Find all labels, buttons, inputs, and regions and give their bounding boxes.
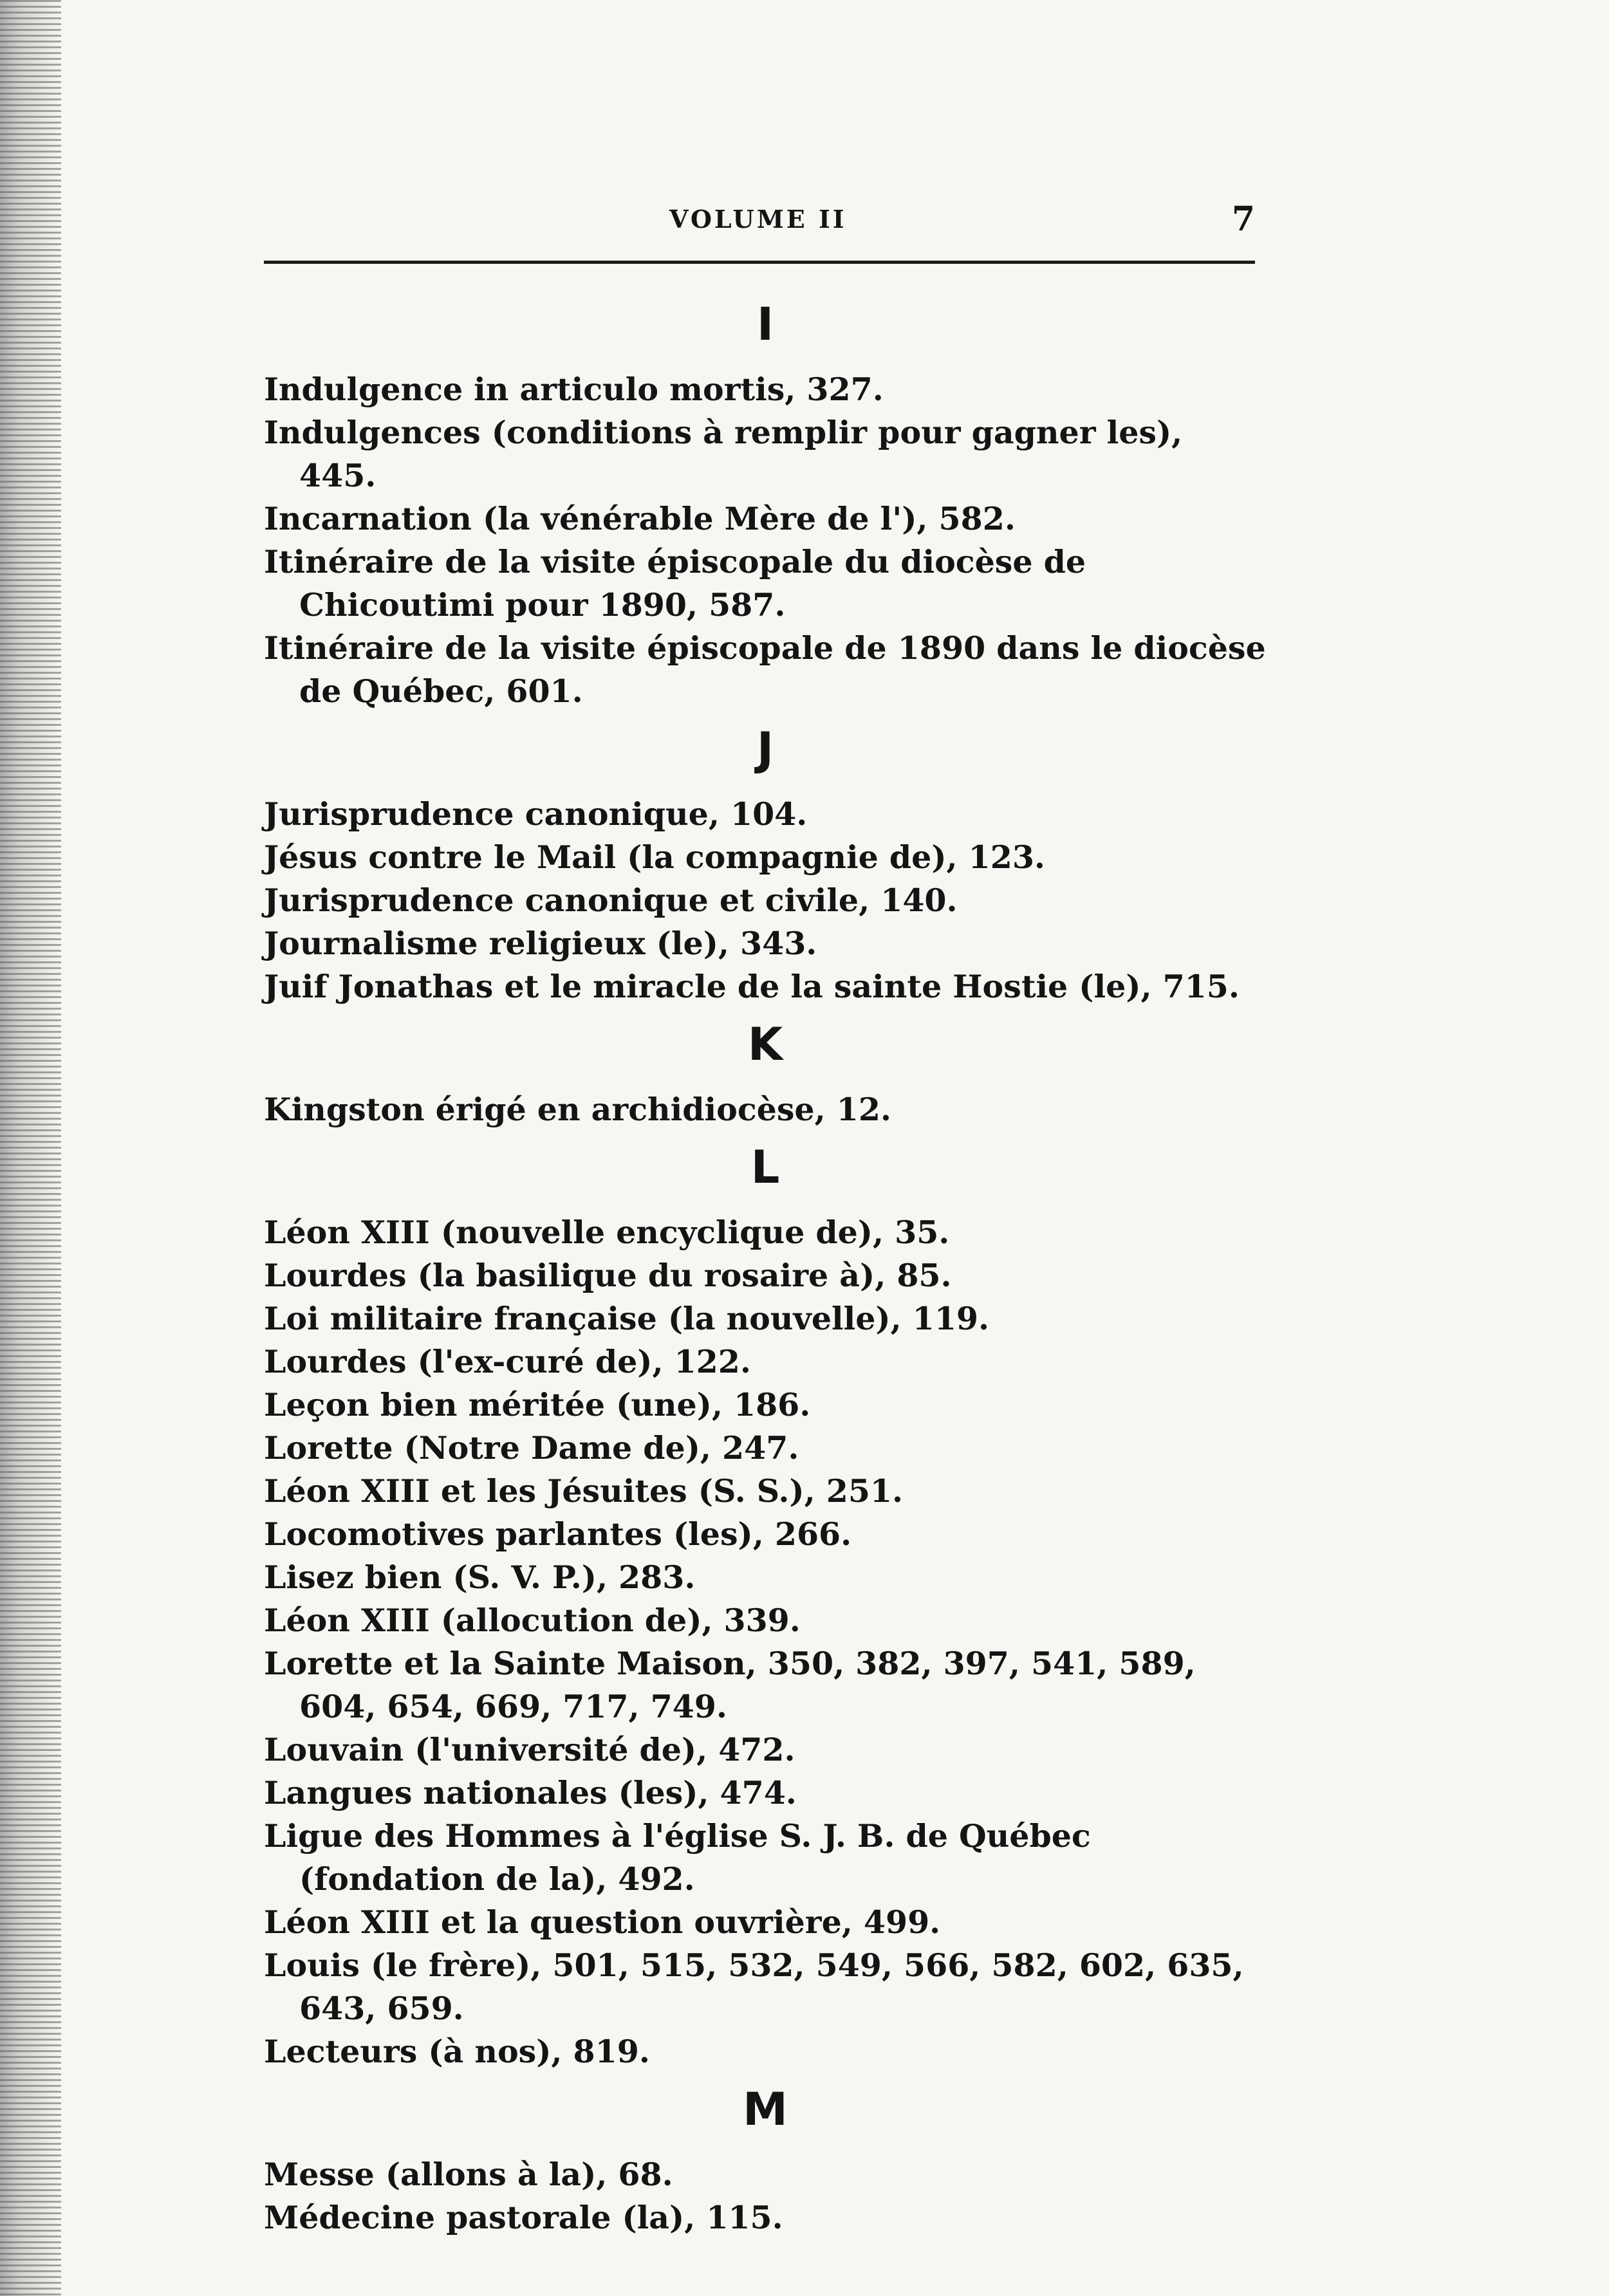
index-entry: Lecteurs (à nos), 819. bbox=[264, 2033, 650, 2070]
index-entry: Lourdes (l'ex-curé de), 122. bbox=[264, 1343, 751, 1380]
index-entry: Leçon bien méritée (une), 186. bbox=[264, 1386, 811, 1423]
index-entry: Messe (allons à la), 68. bbox=[264, 2156, 673, 2193]
index-entry: Léon XIII (allocution de), 339. bbox=[264, 1602, 801, 1639]
index-content bbox=[264, 290, 1268, 2243]
index-entry: Locomotives parlantes (les), 266. bbox=[264, 1515, 852, 1553]
index-entry: Loi militaire française (la nouvelle), 119. bbox=[264, 1300, 990, 1337]
index-entry: Lorette et la Sainte Maison, 350, 382, 397, 541, 589, 604, 654, 669, 717, 749. bbox=[264, 1645, 1196, 1725]
index-entry: Louis (le frère), 501, 515, 532, 549, 566, 582, 602, 635, 643, 659. bbox=[264, 1947, 1244, 2027]
index-entry: Indulgences (conditions à remplir pour gagner les), 445. bbox=[264, 414, 1183, 494]
section-i-entries bbox=[264, 368, 1268, 713]
index-entry: Jésus contre le Mail (la compagnie de), 123. bbox=[264, 838, 1045, 876]
index-entry: Ligue des Hommes à l'église S. J. B. de Québec (fondation de la), 492. bbox=[264, 1817, 1091, 1898]
index-entry: Lorette (Notre Dame de), 247. bbox=[264, 1429, 799, 1467]
index-entry: Lourdes (la basilique du rosaire à), 85. bbox=[264, 1257, 952, 1294]
section-letter-j: J bbox=[756, 723, 776, 775]
page-header bbox=[264, 199, 1255, 243]
index-entry: Lisez bien (S. V. P.), 283. bbox=[264, 1559, 696, 1596]
index-entry: Médecine pastorale (la), 115. bbox=[264, 2199, 783, 2236]
index-entry: Itinéraire de la visite épiscopale du diocèse de Chicoutimi pour 1890, 587. bbox=[264, 543, 1086, 624]
section-m-entries bbox=[264, 2153, 1268, 2239]
running-title: VOLUME II bbox=[669, 205, 847, 234]
index-entry: Léon XIII (nouvelle encyclique de), 35. bbox=[264, 1214, 950, 1251]
section-l-entries bbox=[264, 1211, 1268, 2073]
index-entry: Incarnation (la vénérable Mère de l'), 582. bbox=[264, 500, 1016, 537]
index-entry: Léon XIII et les Jésuites (S. S.), 251. bbox=[264, 1472, 904, 1510]
index-entry: Jurisprudence canonique, 104. bbox=[264, 795, 808, 833]
section-letter-l: L bbox=[750, 1141, 781, 1194]
index-entry: Léon XIII et la question ouvrière, 499. bbox=[264, 1903, 941, 1941]
index-entry: Kingston érigé en archidiocèse, 12. bbox=[264, 1091, 891, 1128]
book-binding-edge bbox=[0, 0, 61, 2296]
index-entry: Langues nationales (les), 474. bbox=[264, 1774, 797, 1811]
index-entry: Journalisme religieux (le), 343. bbox=[264, 925, 817, 962]
index-entry: Jurisprudence canonique et civile, 140. bbox=[264, 882, 958, 919]
section-letter-i: I bbox=[756, 298, 776, 351]
index-entry: Indulgence in articulo mortis, 327. bbox=[264, 371, 884, 408]
section-letter-k: K bbox=[747, 1018, 785, 1071]
index-entry: Juif Jonathas et le miracle de la sainte Hostie (le), 715. bbox=[264, 968, 1240, 1005]
section-j-entries bbox=[264, 793, 1268, 1008]
section-k-entries bbox=[264, 1088, 1268, 1131]
header-rule bbox=[264, 261, 1255, 264]
section-letter-m: M bbox=[743, 2083, 789, 2136]
index-entry: Itinéraire de la visite épiscopale de 1890 dans le diocèse de Québec, 601. bbox=[264, 629, 1266, 710]
index-entry: Louvain (l'université de), 472. bbox=[264, 1731, 795, 1768]
page-number: 7 bbox=[1231, 199, 1255, 239]
